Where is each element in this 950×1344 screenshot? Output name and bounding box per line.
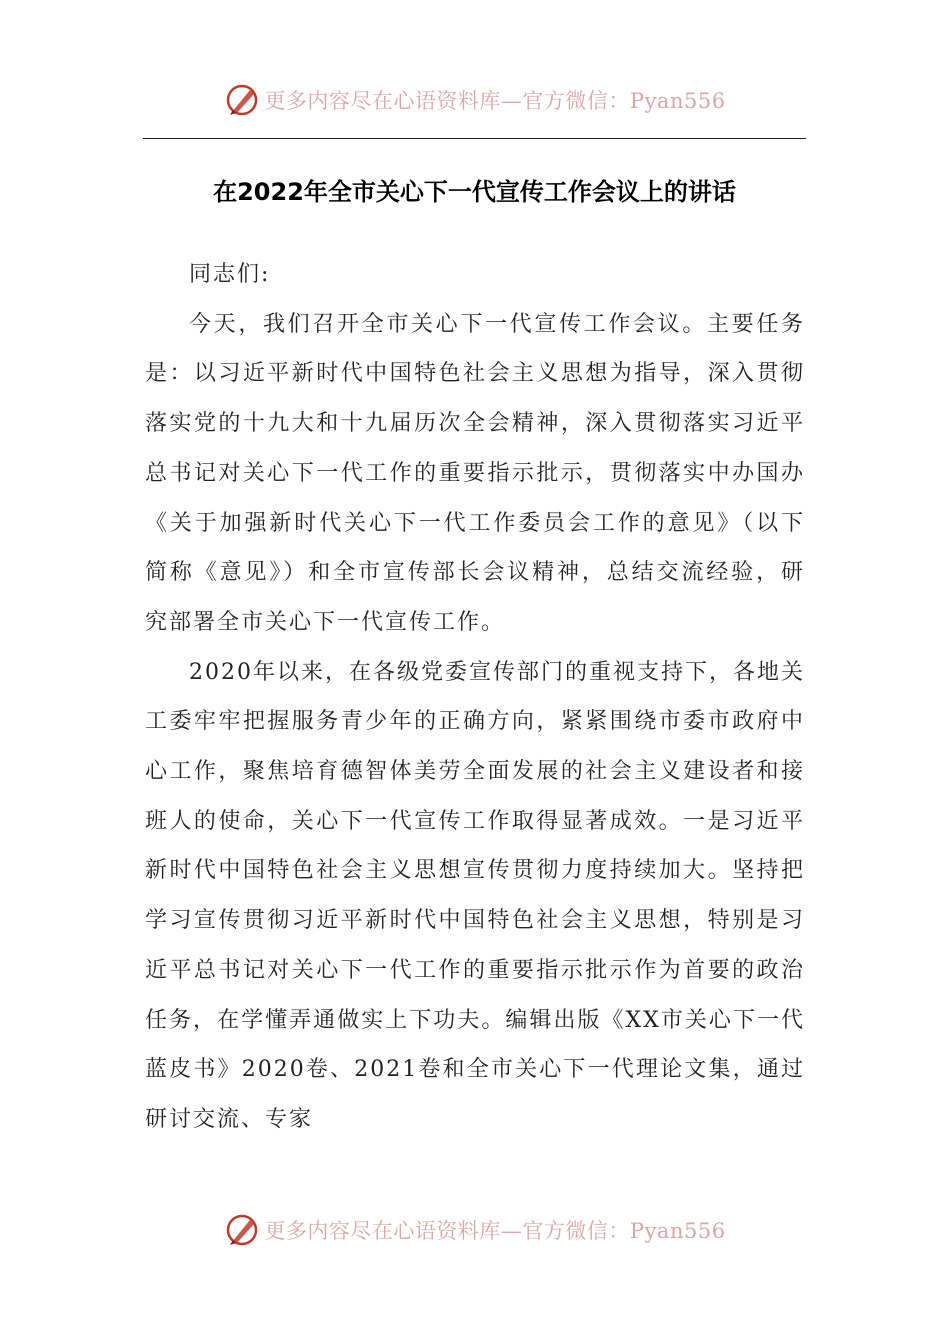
pen-logo-icon: [224, 1212, 260, 1248]
footer-banner-text: 更多内容尽在心语资料库—官方微信：Pyan556: [264, 1219, 726, 1243]
document-title: 在2022年全市关心下一代宣传工作会议上的讲话: [213, 178, 736, 206]
paragraph: 今天，我们召开全市关心下一代宣传工作会议。主要任务是：以习近平新时代中国特色社会主义思想为指导，深入贯彻落实党的十九大和十九届历次全会精神，深入贯彻落实习近平总书记对关心下一代工作的重要指示批示，贯彻落实中办国办《关于加强新时代关心下一代工作委员会工作的意见》（以下简称《意见》）和全市宣传部长会议精神，总结交流经验，研究部署全市关心下一代宣传工作。: [145, 311, 805, 635]
document-body: [145, 250, 805, 1145]
header-banner-text: 更多内容尽在心语资料库—官方微信：Pyan556: [264, 89, 726, 113]
header-banner: [0, 78, 950, 122]
salutation: 同志们:: [189, 262, 271, 287]
footer-banner: [0, 1208, 950, 1252]
pen-logo-icon: [224, 82, 260, 118]
paragraph: 2020年以来，在各级党委宣传部门的重视支持下，各地关工委牢牢把握服务青少年的正确方向，紧紧围绕市委市政府中心工作，聚焦培育德智体美劳全面发展的社会主义建设者和接班人的使命，关心下一代宣传工作取得显著成效。一是习近平新时代中国特色社会主义思想宣传贯彻力度持续加大。坚持把学习宣传贯彻习近平新时代中国特色社会主义思想，特别是习近平总书记对关心下一代工作的重要指示批示作为首要的政治任务，在学懂弄通做实上下功夫。编辑出版《XX市关心下一代蓝皮书》2020卷、2021卷和全市关心下一代理论文集，通过研讨交流、专家: [145, 659, 805, 1132]
header-divider: [143, 138, 806, 139]
